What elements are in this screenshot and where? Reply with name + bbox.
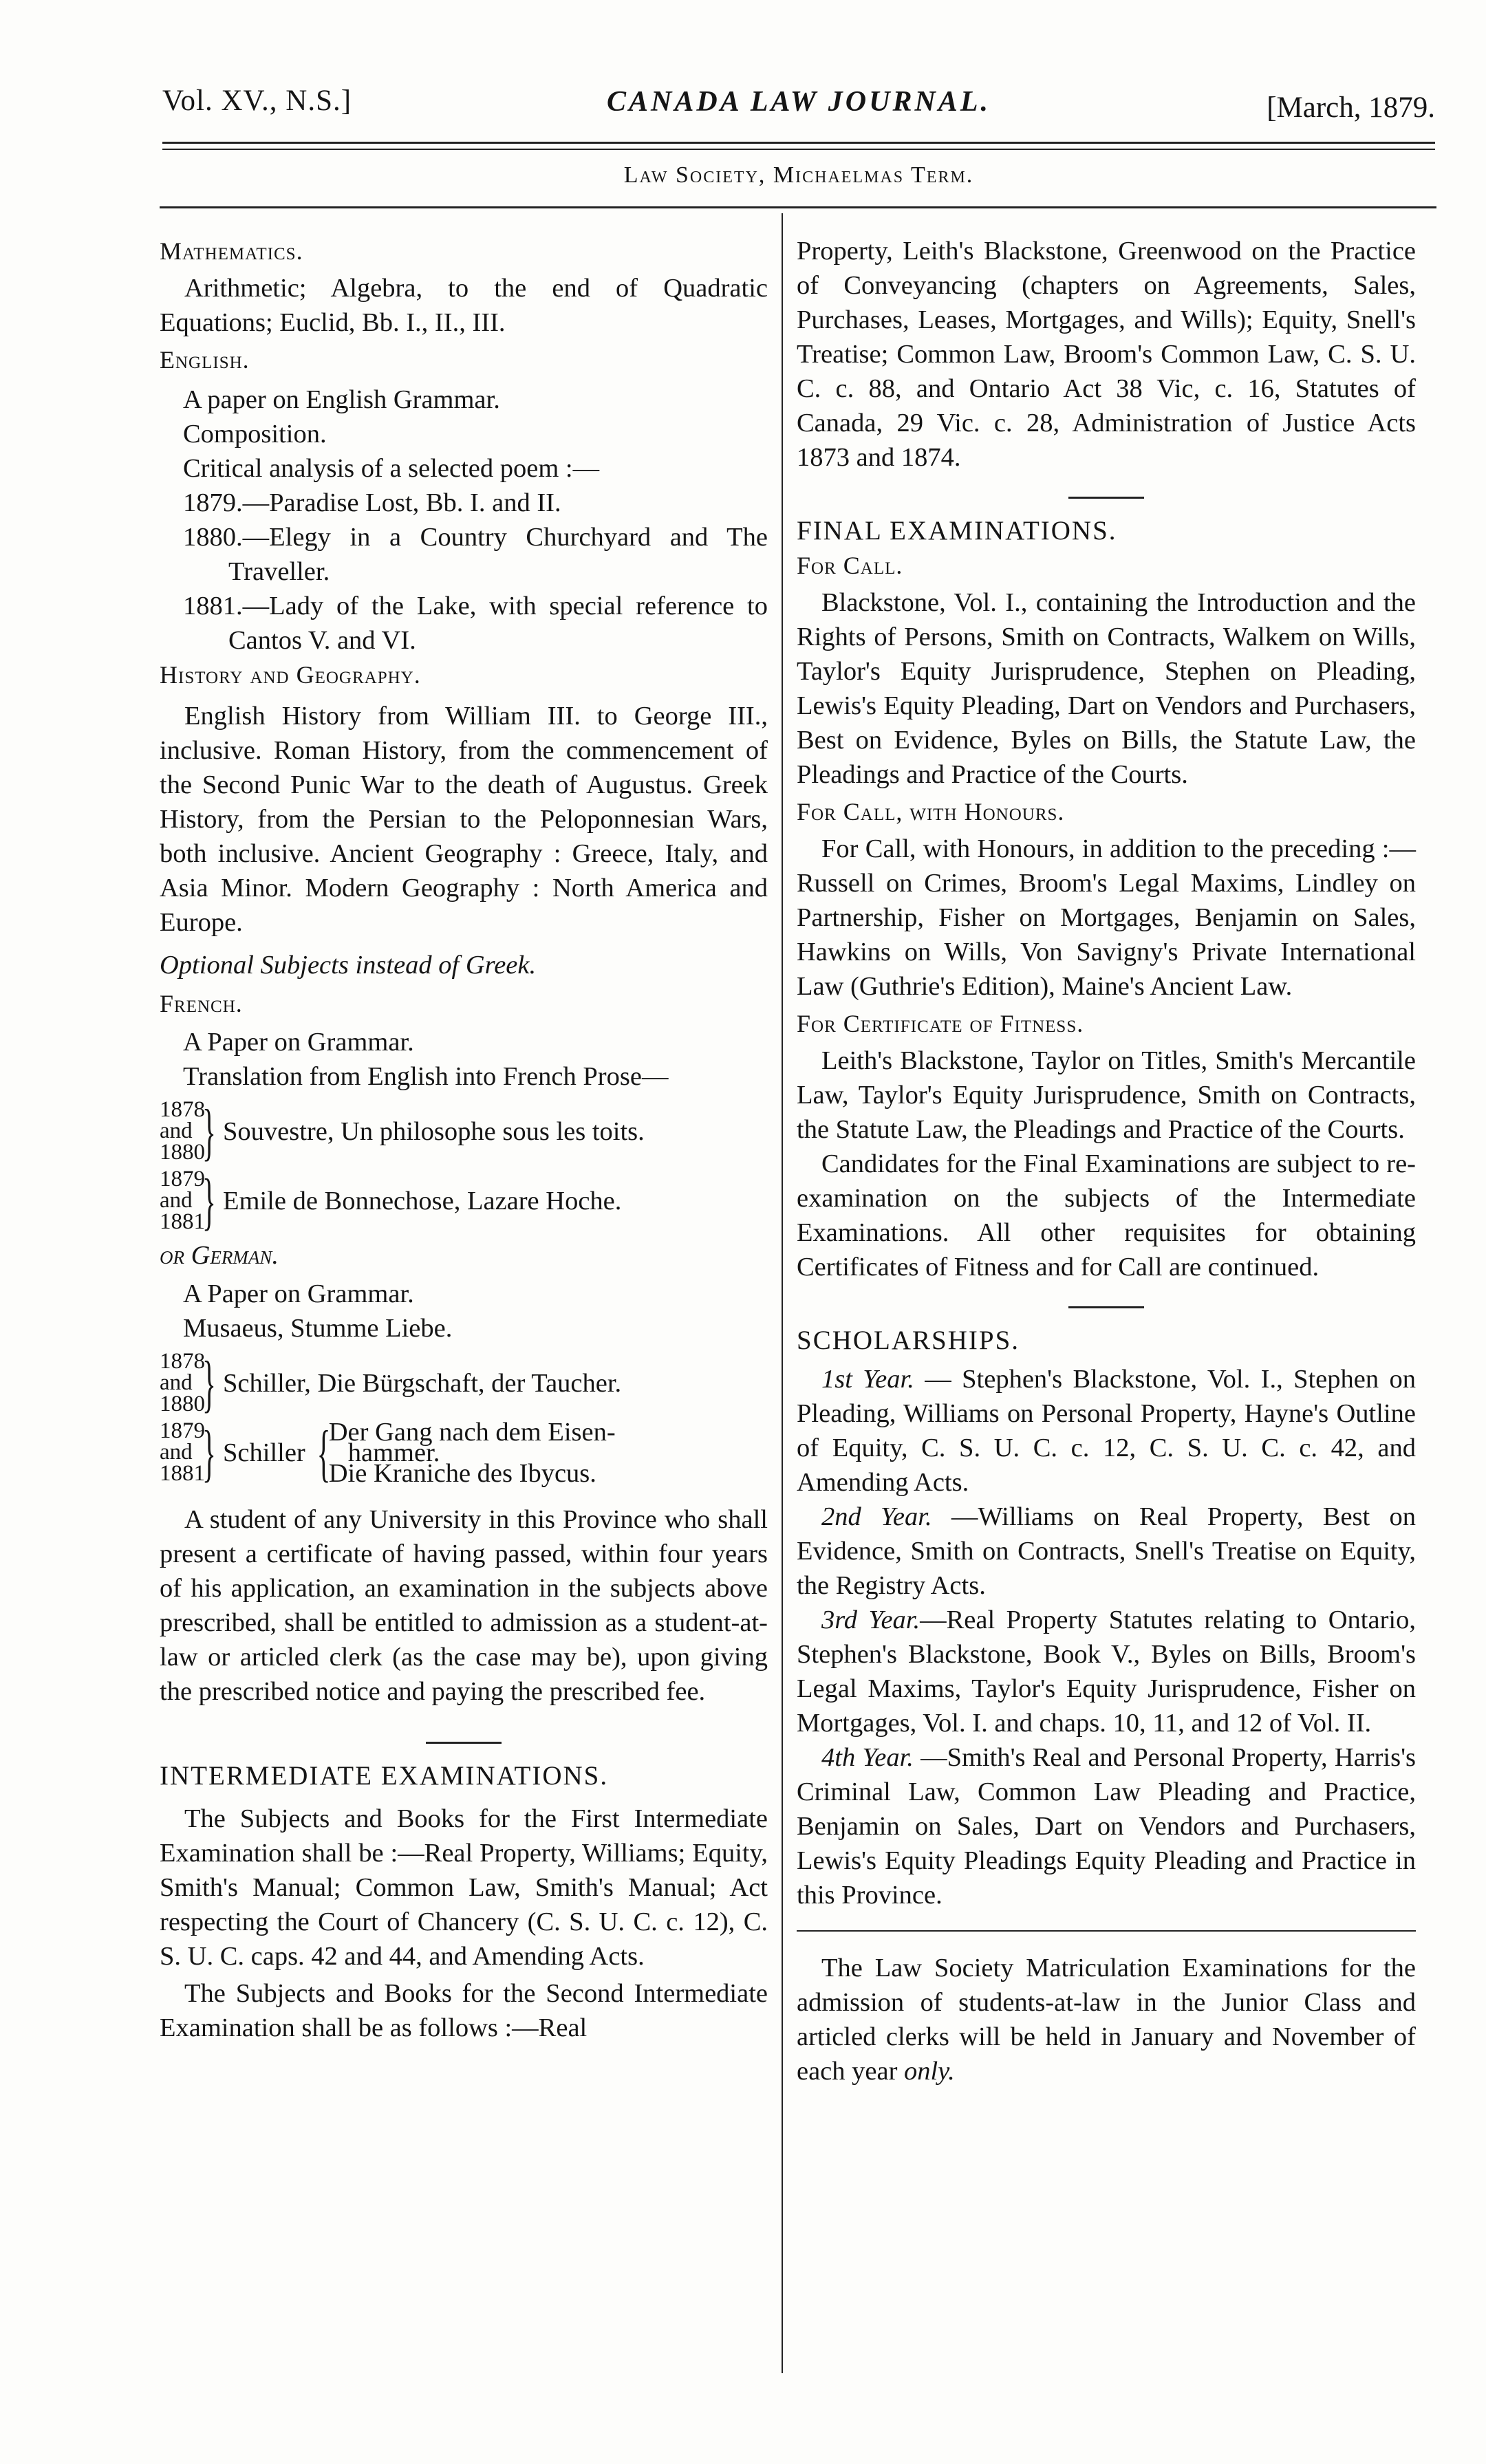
head-rule-bottom — [162, 149, 1435, 150]
mathematics-text: Arithmetic; Algebra, to the end of Quadratic Equations; Euclid, Bb. I., II., III. — [160, 274, 768, 337]
history-heading: History and Geography. — [160, 661, 421, 689]
brace-icon: } — [202, 1165, 216, 1236]
left-column — [160, 234, 768, 2045]
head-rule-top — [162, 142, 1435, 144]
brace-open-icon: { — [316, 1417, 331, 1488]
brace-icon: } — [202, 1096, 216, 1167]
year-range: 1878 and 1880 — [160, 1097, 205, 1165]
scholarship-fourth-year: 4th Year. —Smith's Real and Personal Property, Harris's Criminal Law, Common Law Pleading and Practice, Benjamin on Sales, Dart on Vendors and Purchasers, Lewis's Equity Pleadings Equity Pleading and Practice in this Province. — [797, 1743, 1416, 1910]
journal-title: CANADA LAW JOURNAL. — [607, 86, 991, 118]
honours-heading: For Call, with Honours. — [797, 798, 1065, 825]
scholarship-second-year: 2nd Year. —Williams on Real Property, Best on Evidence, Smith on Contracts, Snell's Treatise on Equity, the Registry Acts. — [797, 1502, 1416, 1600]
intermediate-heading: INTERMEDIATE EXAMINATIONS. — [160, 1761, 609, 1791]
year-group — [160, 1165, 768, 1236]
brace-icon: } — [202, 1348, 216, 1418]
french-item: A Paper on Grammar. — [183, 1028, 414, 1057]
year-group-titles: Der Gang nach dem Eisen- hammer. Die Kraniche des Ibycus. — [328, 1417, 616, 1488]
year-group — [160, 1417, 768, 1488]
university-student-text: A student of any University in this Province who shall present a certificate of having passed, within four years of his application, an examination in the subjects above prescribed, shall be entitled to admission as a student-at-law or articled clerk (as the case may be), upon giving the prescribed notice and paying the prescribed fee. — [160, 1505, 768, 1706]
year-range: 1878 and 1880 — [160, 1349, 205, 1416]
french-item: Translation from English into French Prose— — [183, 1062, 669, 1091]
fitness-text: Leith's Blackstone, Taylor on Titles, Smith's Mercantile Law, Taylor's Equity Jurisprudence, Smith on Contracts, the Statute Law, the Pleadings and Practice of the Courts. — [797, 1046, 1416, 1144]
english-item: Composition. — [183, 420, 327, 449]
mathematics-heading: Mathematics. — [160, 237, 303, 265]
matric-rule — [797, 1930, 1416, 1932]
section-rule — [160, 206, 1436, 208]
volume-label: Vol. XV., N.S.] — [162, 85, 352, 117]
section-divider — [426, 1742, 502, 1744]
fitness-heading: For Certificate of Fitness. — [797, 1010, 1084, 1037]
english-item: A paper on English Grammar. — [183, 385, 500, 414]
english-heading: English. — [160, 346, 250, 374]
history-text: English History from William III. to George III., inclusive. Roman History, from the commencement of the Second Punic War to the death of Augustus. Greek History, from the Persian to the Peloponnesian Wars, both inclusive. Ancient Geography : Greece, Italy, and Asia Minor. Modern Geography : North America and Europe. — [160, 702, 768, 937]
column-divider — [782, 213, 783, 2373]
honours-text: For Call, with Honours, in addition to the preceding :—Russell on Crimes, Broom's Legal Maxims, Lindley on Partnership, Fisher on Mortgages, Benjamin on Sales, Hawkins on Wills, Von Savigny's Private International Law (Guthrie's Edition), Maine's Ancient Law. — [797, 834, 1416, 1001]
year-group-text: Schiller, Die Bürgschaft, der Taucher. — [223, 1368, 622, 1398]
scholarships-heading: SCHOLARSHIPS. — [797, 1326, 1020, 1355]
brace-icon: } — [202, 1417, 216, 1488]
year-group-author: Schiller — [223, 1438, 305, 1467]
german-item: A Paper on Grammar. — [183, 1279, 414, 1308]
german-heading: or German. — [160, 1241, 279, 1270]
section-divider — [1068, 1306, 1144, 1308]
section-divider — [1068, 497, 1144, 499]
continued-text: Property, Leith's Blackstone, Greenwood on the Practice of Conveyancing (chapters on Agreements, Sales, Purchases, Leases, Mortgages, and Wills); Equity, Snell's Treatise; Common Law, Broom's Common Law, C. S. U. C. c. 88, and Ontario Act 38 Vic, c. 16, Statutes of Canada, 29 Vic. c. 28, Administration of Justice Acts 1873 and 1874. — [797, 237, 1416, 472]
for-call-heading: For Call. — [797, 552, 903, 579]
running-head — [162, 81, 1435, 129]
year-range: 1879 and 1881 — [160, 1418, 205, 1486]
german-item: Musaeus, Stumme Liebe. — [183, 1314, 453, 1343]
final-exams-heading: FINAL EXAMINATIONS. — [797, 516, 1117, 545]
scholarship-third-year: 3rd Year.—Real Property Statutes relating to Ontario, Stephen's Blackstone, Book V., Byles on Bills, Broom's Legal Maxims, Taylor's Equity Jurisprudence, Fisher on Mortgages, Vol. I. and chaps. 10, 11, and 12 of Vol. II. — [797, 1606, 1416, 1738]
year-group-text: Souvestre, Un philosophe sous les toits. — [223, 1116, 645, 1146]
issue-date: [March, 1879. — [1267, 91, 1435, 124]
scholarship-first-year: 1st Year. — Stephen's Blackstone, Vol. I., Stephen on Pleading, Williams on Personal Property, Hayne's Outline of Equity, C. S. U. C. c. 12, C. S. U. C. c. 42, and Amending Acts. — [797, 1365, 1416, 1497]
poem-item: 1880.—Elegy in a Country Churchyard and The Traveller. — [183, 523, 768, 586]
french-heading: French. — [160, 990, 243, 1017]
for-call-text: Blackstone, Vol. I., containing the Introduction and the Rights of Persons, Smith on Contracts, Walkem on Wills, Taylor's Equity Jurisprudence, Stephen on Pleading, Lewis's Equity Pleading, Dart on Vendors and Purchasers, Best on Evidence, Byles on Bills, the Statute Law, the Pleadings and Practice of the Courts. — [797, 588, 1416, 789]
year-group — [160, 1348, 768, 1418]
optional-subjects-heading: Optional Subjects instead of Greek. — [160, 951, 537, 980]
candidates-text: Candidates for the Final Examinations are subject to re-examination on the subjects of the Intermediate Examinations. All other requisites for obtaining Certificates of Fitness and for Call are continued. — [797, 1149, 1416, 1282]
poem-item: 1881.—Lady of the Lake, with special reference to Cantos V. and VI. — [183, 592, 768, 655]
section-title: Law Society, Michaelmas Term. — [623, 162, 974, 188]
year-group-text: Emile de Bonnechose, Lazare Hoche. — [223, 1186, 622, 1215]
english-item: Critical analysis of a selected poem :— — [183, 454, 600, 483]
right-column — [797, 234, 1416, 2088]
year-range: 1879 and 1881 — [160, 1167, 205, 1234]
year-group — [160, 1096, 768, 1167]
intermediate-first-text: The Subjects and Books for the First Intermediate Examination shall be :—Real Property, Williams; Equity, Smith's Manual; Common Law, Smith's Manual; Act respecting the Court of Chancery (C. S. U. C. c. 12), C. S. U. C. caps. 42 and 44, and Amending Acts. — [160, 1804, 768, 1971]
intermediate-second-text: The Subjects and Books for the Second Intermediate Examination shall be as follows :—Real — [160, 1979, 768, 2042]
matriculation-text: The Law Society Matriculation Examinations for the admission of students-at-law in the Junior Class and articled clerks will be held in January and November of each year only. — [797, 1954, 1416, 2086]
poem-item: 1879.—Paradise Lost, Bb. I. and II. — [183, 488, 561, 517]
